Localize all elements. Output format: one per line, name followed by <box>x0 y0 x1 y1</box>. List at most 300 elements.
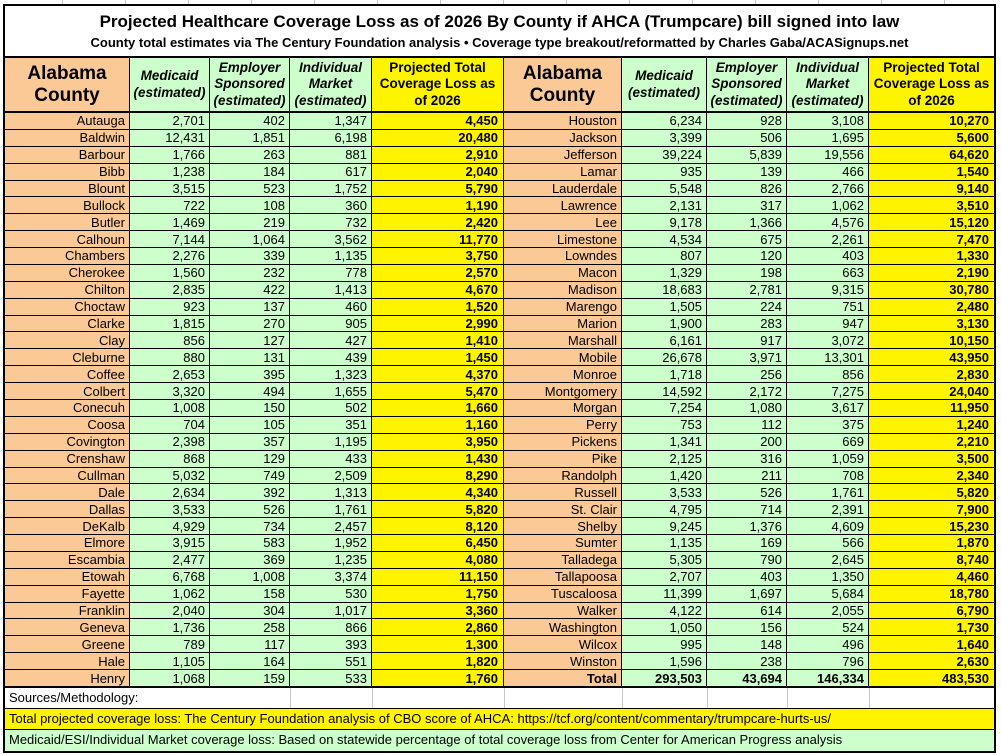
individual-cell: 778 <box>290 265 372 282</box>
employer-cell: 139 <box>707 164 787 181</box>
total-cell: 7,470 <box>869 231 994 248</box>
individual-cell: 2,055 <box>787 603 869 620</box>
total-cell: 11,770 <box>372 231 504 248</box>
medicaid-cell: 1,505 <box>622 299 707 316</box>
employer-cell: 917 <box>707 332 787 349</box>
total-cell: 3,130 <box>869 316 994 333</box>
total-cell: 483,530 <box>869 670 994 687</box>
medicaid-cell: 2,835 <box>130 282 210 299</box>
total-cell: 7,900 <box>869 501 994 518</box>
employer-cell: 270 <box>210 316 290 333</box>
individual-cell: 351 <box>290 417 372 434</box>
total-cell: 1,330 <box>869 248 994 265</box>
individual-cell: 751 <box>787 299 869 316</box>
medicaid-cell: 3,515 <box>130 181 210 198</box>
total-cell: 5,820 <box>372 501 504 518</box>
individual-cell: 427 <box>290 332 372 349</box>
header-county-left: Alabama County <box>5 58 130 113</box>
sources-label: Sources/Methodology: <box>9 690 139 705</box>
medicaid-cell: 923 <box>130 299 210 316</box>
employer-cell: 200 <box>707 434 787 451</box>
employer-cell: 392 <box>210 484 290 501</box>
individual-cell: 1,752 <box>290 181 372 198</box>
total-cell: 1,520 <box>372 299 504 316</box>
individual-cell: 663 <box>787 265 869 282</box>
header-total-right: Projected Total Coverage Loss as of 2026 <box>869 58 994 113</box>
medicaid-cell: 753 <box>622 417 707 434</box>
county-cell: Fayette <box>5 586 130 603</box>
county-cell: Colbert <box>5 383 130 400</box>
sources-row <box>5 688 994 709</box>
medicaid-cell: 789 <box>130 636 210 653</box>
county-cell: Cullman <box>5 468 130 485</box>
medicaid-cell: 3,533 <box>622 484 707 501</box>
employer-cell: 131 <box>210 349 290 366</box>
header-individual-right: Individual Market (estimated) <box>787 58 869 113</box>
individual-cell: 1,761 <box>787 484 869 501</box>
county-cell: Pickens <box>504 434 622 451</box>
total-cell: 1,540 <box>869 164 994 181</box>
individual-cell: 551 <box>290 653 372 670</box>
medicaid-cell: 7,254 <box>622 400 707 417</box>
county-cell: Jackson <box>504 130 622 147</box>
medicaid-cell: 39,224 <box>622 147 707 164</box>
individual-cell: 3,108 <box>787 113 869 130</box>
employer-cell: 1,376 <box>707 518 787 535</box>
county-cell: Lee <box>504 214 622 231</box>
employer-cell: 1,080 <box>707 400 787 417</box>
employer-cell: 3,971 <box>707 349 787 366</box>
medicaid-cell: 6,234 <box>622 113 707 130</box>
county-cell: Chilton <box>5 282 130 299</box>
medicaid-cell: 9,178 <box>622 214 707 231</box>
employer-cell: 734 <box>210 518 290 535</box>
individual-cell: 502 <box>290 400 372 417</box>
total-cell: 1,300 <box>372 636 504 653</box>
medicaid-cell: 4,795 <box>622 501 707 518</box>
employer-cell: 137 <box>210 299 290 316</box>
employer-cell: 158 <box>210 586 290 603</box>
medicaid-cell: 1,008 <box>130 400 210 417</box>
medicaid-cell: 1,062 <box>130 586 210 603</box>
medicaid-cell: 2,040 <box>130 603 210 620</box>
header-employer-right: Employer Sponsored (estimated) <box>707 58 787 113</box>
medicaid-cell: 1,469 <box>130 214 210 231</box>
medicaid-cell: 4,122 <box>622 603 707 620</box>
employer-cell: 357 <box>210 434 290 451</box>
total-cell: 1,640 <box>869 636 994 653</box>
individual-cell: 856 <box>787 366 869 383</box>
individual-cell: 1,313 <box>290 484 372 501</box>
medicaid-cell: 1,329 <box>622 265 707 282</box>
total-cell: 24,040 <box>869 383 994 400</box>
total-cell: 2,830 <box>869 366 994 383</box>
employer-cell: 675 <box>707 231 787 248</box>
individual-cell: 19,556 <box>787 147 869 164</box>
total-cell: 64,620 <box>869 147 994 164</box>
medicaid-cell: 2,701 <box>130 113 210 130</box>
medicaid-cell: 1,420 <box>622 468 707 485</box>
employer-cell: 339 <box>210 248 290 265</box>
individual-cell: 1,195 <box>290 434 372 451</box>
header-total-left: Projected Total Coverage Loss as of 2026 <box>372 58 504 113</box>
county-cell: Coosa <box>5 417 130 434</box>
individual-cell: 146,334 <box>787 670 869 687</box>
individual-cell: 1,059 <box>787 451 869 468</box>
employer-cell: 43,694 <box>707 670 787 687</box>
employer-cell: 105 <box>210 417 290 434</box>
individual-cell: 375 <box>787 417 869 434</box>
employer-cell: 317 <box>707 197 787 214</box>
breakout-note-text: Medicaid/ESI/Individual Market coverage loss: Based on statewide percentage of total coverage loss from Center for American Progress analysis <box>9 732 843 747</box>
individual-cell: 905 <box>290 316 372 333</box>
county-cell: Walker <box>504 603 622 620</box>
employer-cell: 258 <box>210 619 290 636</box>
medicaid-cell: 4,929 <box>130 518 210 535</box>
total-cell: 11,950 <box>869 400 994 417</box>
individual-cell: 3,617 <box>787 400 869 417</box>
total-cell: 1,410 <box>372 332 504 349</box>
total-cell: 1,190 <box>372 197 504 214</box>
employer-cell: 714 <box>707 501 787 518</box>
total-note-text: Total projected coverage loss: The Century Foundation analysis of CBO score of AHCA: https://tcf.org/content/commentary/trumpcare-hurts-us/ <box>9 711 832 726</box>
total-cell: 2,990 <box>372 316 504 333</box>
individual-cell: 1,235 <box>290 552 372 569</box>
county-cell: Lawrence <box>504 197 622 214</box>
individual-cell: 2,391 <box>787 501 869 518</box>
medicaid-cell: 11,399 <box>622 586 707 603</box>
medicaid-cell: 2,125 <box>622 451 707 468</box>
county-cell: Montgomery <box>504 383 622 400</box>
medicaid-cell: 9,245 <box>622 518 707 535</box>
employer-cell: 108 <box>210 197 290 214</box>
medicaid-cell: 1,135 <box>622 535 707 552</box>
employer-cell: 583 <box>210 535 290 552</box>
total-cell: 43,950 <box>869 349 994 366</box>
medicaid-cell: 18,683 <box>622 282 707 299</box>
employer-cell: 1,697 <box>707 586 787 603</box>
employer-cell: 1,366 <box>707 214 787 231</box>
medicaid-cell: 6,768 <box>130 569 210 586</box>
total-cell: 5,820 <box>869 484 994 501</box>
individual-cell: 1,655 <box>290 383 372 400</box>
employer-cell: 224 <box>707 299 787 316</box>
medicaid-cell: 1,596 <box>622 653 707 670</box>
total-cell: 2,480 <box>869 299 994 316</box>
county-cell: Perry <box>504 417 622 434</box>
medicaid-cell: 1,238 <box>130 164 210 181</box>
total-cell: 4,340 <box>372 484 504 501</box>
county-cell: Cleburne <box>5 349 130 366</box>
county-cell: Blount <box>5 181 130 198</box>
employer-cell: 1,008 <box>210 569 290 586</box>
total-cell: 9,140 <box>869 181 994 198</box>
county-cell: Wilcox <box>504 636 622 653</box>
employer-cell: 219 <box>210 214 290 231</box>
county-cell: Chambers <box>5 248 130 265</box>
individual-cell: 433 <box>290 451 372 468</box>
county-table <box>5 58 994 688</box>
individual-cell: 403 <box>787 248 869 265</box>
employer-cell: 316 <box>707 451 787 468</box>
county-cell: Washington <box>504 619 622 636</box>
title-block <box>5 6 994 58</box>
total-cell: 1,730 <box>869 619 994 636</box>
medicaid-cell: 2,477 <box>130 552 210 569</box>
county-cell: Bibb <box>5 164 130 181</box>
medicaid-cell: 995 <box>622 636 707 653</box>
total-cell: 18,780 <box>869 586 994 603</box>
county-cell: Greene <box>5 636 130 653</box>
employer-cell: 422 <box>210 282 290 299</box>
medicaid-cell: 3,915 <box>130 535 210 552</box>
county-cell: Escambia <box>5 552 130 569</box>
medicaid-cell: 3,399 <box>622 130 707 147</box>
total-cell: 8,120 <box>372 518 504 535</box>
county-cell: Tallapoosa <box>504 569 622 586</box>
individual-cell: 2,261 <box>787 231 869 248</box>
total-cell: 30,780 <box>869 282 994 299</box>
medicaid-cell: 3,533 <box>130 501 210 518</box>
individual-cell: 708 <box>787 468 869 485</box>
county-cell: Dale <box>5 484 130 501</box>
county-cell: Franklin <box>5 603 130 620</box>
individual-cell: 466 <box>787 164 869 181</box>
employer-cell: 150 <box>210 400 290 417</box>
header-employer-left: Employer Sponsored (estimated) <box>210 58 290 113</box>
total-cell: 3,510 <box>869 197 994 214</box>
medicaid-cell: 6,161 <box>622 332 707 349</box>
total-cell: 1,430 <box>372 451 504 468</box>
medicaid-cell: 5,032 <box>130 468 210 485</box>
employer-cell: 2,781 <box>707 282 787 299</box>
total-cell: 15,120 <box>869 214 994 231</box>
employer-cell: 159 <box>210 670 290 687</box>
individual-cell: 796 <box>787 653 869 670</box>
medicaid-cell: 12,431 <box>130 130 210 147</box>
county-cell: Lauderdale <box>504 181 622 198</box>
breakout-note-row <box>5 730 994 751</box>
individual-cell: 13,301 <box>787 349 869 366</box>
individual-cell: 5,684 <box>787 586 869 603</box>
medicaid-cell: 807 <box>622 248 707 265</box>
county-cell: Total <box>504 670 622 687</box>
medicaid-cell: 5,305 <box>622 552 707 569</box>
medicaid-cell: 3,320 <box>130 383 210 400</box>
employer-cell: 129 <box>210 451 290 468</box>
county-cell: Macon <box>504 265 622 282</box>
total-cell: 4,450 <box>372 113 504 130</box>
individual-cell: 6,198 <box>290 130 372 147</box>
page-title: Projected Healthcare Coverage Loss as of 2026 By County if AHCA (Trumpcare) bill signed into law <box>99 12 900 31</box>
employer-cell: 402 <box>210 113 290 130</box>
medicaid-cell: 1,050 <box>622 619 707 636</box>
employer-cell: 198 <box>707 265 787 282</box>
total-cell: 3,950 <box>372 434 504 451</box>
individual-cell: 530 <box>290 586 372 603</box>
medicaid-cell: 722 <box>130 197 210 214</box>
individual-cell: 2,766 <box>787 181 869 198</box>
total-cell: 1,660 <box>372 400 504 417</box>
total-note-row <box>5 709 994 730</box>
individual-cell: 524 <box>787 619 869 636</box>
county-cell: Baldwin <box>5 130 130 147</box>
employer-cell: 211 <box>707 468 787 485</box>
county-cell: Barbour <box>5 147 130 164</box>
county-cell: DeKalb <box>5 518 130 535</box>
total-cell: 1,160 <box>372 417 504 434</box>
total-cell: 4,080 <box>372 552 504 569</box>
county-cell: Pike <box>504 451 622 468</box>
individual-cell: 866 <box>290 619 372 636</box>
total-cell: 3,360 <box>372 603 504 620</box>
total-cell: 10,270 <box>869 113 994 130</box>
employer-cell: 120 <box>707 248 787 265</box>
individual-cell: 1,695 <box>787 130 869 147</box>
county-cell: Coffee <box>5 366 130 383</box>
employer-cell: 127 <box>210 332 290 349</box>
county-cell: Cherokee <box>5 265 130 282</box>
medicaid-cell: 2,276 <box>130 248 210 265</box>
medicaid-cell: 14,592 <box>622 383 707 400</box>
medicaid-cell: 1,068 <box>130 670 210 687</box>
county-cell: Shelby <box>504 518 622 535</box>
spreadsheet-sheet <box>3 4 996 753</box>
header-county-right: Alabama County <box>504 58 622 113</box>
individual-cell: 4,609 <box>787 518 869 535</box>
medicaid-cell: 2,634 <box>130 484 210 501</box>
county-cell: Clay <box>5 332 130 349</box>
medicaid-cell: 5,548 <box>622 181 707 198</box>
individual-cell: 1,413 <box>290 282 372 299</box>
county-cell: Marengo <box>504 299 622 316</box>
total-cell: 5,600 <box>869 130 994 147</box>
employer-cell: 403 <box>707 569 787 586</box>
medicaid-cell: 704 <box>130 417 210 434</box>
medicaid-cell: 935 <box>622 164 707 181</box>
county-cell: Calhoun <box>5 231 130 248</box>
employer-cell: 928 <box>707 113 787 130</box>
medicaid-cell: 1,105 <box>130 653 210 670</box>
employer-cell: 263 <box>210 147 290 164</box>
total-cell: 2,040 <box>372 164 504 181</box>
individual-cell: 566 <box>787 535 869 552</box>
header-medicaid-left: Medicaid (estimated) <box>130 58 210 113</box>
total-cell: 6,790 <box>869 603 994 620</box>
county-cell: Conecuh <box>5 400 130 417</box>
employer-cell: 614 <box>707 603 787 620</box>
county-cell: Crenshaw <box>5 451 130 468</box>
county-cell: Lowndes <box>504 248 622 265</box>
total-cell: 4,670 <box>372 282 504 299</box>
individual-cell: 1,952 <box>290 535 372 552</box>
individual-cell: 617 <box>290 164 372 181</box>
employer-cell: 148 <box>707 636 787 653</box>
medicaid-cell: 2,398 <box>130 434 210 451</box>
individual-cell: 1,062 <box>787 197 869 214</box>
employer-cell: 232 <box>210 265 290 282</box>
medicaid-cell: 1,900 <box>622 316 707 333</box>
individual-cell: 1,135 <box>290 248 372 265</box>
total-cell: 1,760 <box>372 670 504 687</box>
individual-cell: 393 <box>290 636 372 653</box>
county-cell: Henry <box>5 670 130 687</box>
county-cell: Russell <box>504 484 622 501</box>
medicaid-cell: 7,144 <box>130 231 210 248</box>
county-cell: Geneva <box>5 619 130 636</box>
total-cell: 3,750 <box>372 248 504 265</box>
employer-cell: 238 <box>707 653 787 670</box>
employer-cell: 1,851 <box>210 130 290 147</box>
county-cell: Elmore <box>5 535 130 552</box>
total-cell: 20,480 <box>372 130 504 147</box>
individual-cell: 881 <box>290 147 372 164</box>
total-cell: 1,870 <box>869 535 994 552</box>
county-cell: Etowah <box>5 569 130 586</box>
individual-cell: 9,315 <box>787 282 869 299</box>
medicaid-cell: 856 <box>130 332 210 349</box>
employer-cell: 494 <box>210 383 290 400</box>
total-cell: 2,340 <box>869 468 994 485</box>
employer-cell: 169 <box>707 535 787 552</box>
individual-cell: 460 <box>290 299 372 316</box>
county-cell: Tuscaloosa <box>504 586 622 603</box>
medicaid-cell: 293,503 <box>622 670 707 687</box>
medicaid-cell: 880 <box>130 349 210 366</box>
medicaid-cell: 1,341 <box>622 434 707 451</box>
medicaid-cell: 1,718 <box>622 366 707 383</box>
employer-cell: 749 <box>210 468 290 485</box>
county-cell: Talladega <box>504 552 622 569</box>
total-cell: 5,790 <box>372 181 504 198</box>
employer-cell: 395 <box>210 366 290 383</box>
employer-cell: 526 <box>707 484 787 501</box>
county-cell: Dallas <box>5 501 130 518</box>
employer-cell: 526 <box>210 501 290 518</box>
total-cell: 2,570 <box>372 265 504 282</box>
employer-cell: 5,839 <box>707 147 787 164</box>
medicaid-cell: 2,131 <box>622 197 707 214</box>
county-cell: Winston <box>504 653 622 670</box>
header-medicaid-right: Medicaid (estimated) <box>622 58 707 113</box>
county-cell: Marshall <box>504 332 622 349</box>
individual-cell: 3,562 <box>290 231 372 248</box>
total-cell: 1,450 <box>372 349 504 366</box>
individual-cell: 732 <box>290 214 372 231</box>
total-cell: 15,230 <box>869 518 994 535</box>
total-cell: 4,460 <box>869 569 994 586</box>
employer-cell: 164 <box>210 653 290 670</box>
county-cell: Butler <box>5 214 130 231</box>
county-cell: Hale <box>5 653 130 670</box>
total-cell: 2,860 <box>372 619 504 636</box>
individual-cell: 2,457 <box>290 518 372 535</box>
county-cell: Morgan <box>504 400 622 417</box>
county-cell: Houston <box>504 113 622 130</box>
header-individual-left: Individual Market (estimated) <box>290 58 372 113</box>
individual-cell: 439 <box>290 349 372 366</box>
page-subtitle: County total estimates via The Century Foundation analysis • Coverage type breakout/reformatted by Charles Gaba/ACASignups.net <box>90 35 909 50</box>
county-cell: Covington <box>5 434 130 451</box>
employer-cell: 790 <box>707 552 787 569</box>
total-cell: 1,240 <box>869 417 994 434</box>
individual-cell: 1,350 <box>787 569 869 586</box>
total-cell: 2,420 <box>372 214 504 231</box>
medicaid-cell: 1,736 <box>130 619 210 636</box>
county-cell: Clarke <box>5 316 130 333</box>
medicaid-cell: 26,678 <box>622 349 707 366</box>
employer-cell: 523 <box>210 181 290 198</box>
